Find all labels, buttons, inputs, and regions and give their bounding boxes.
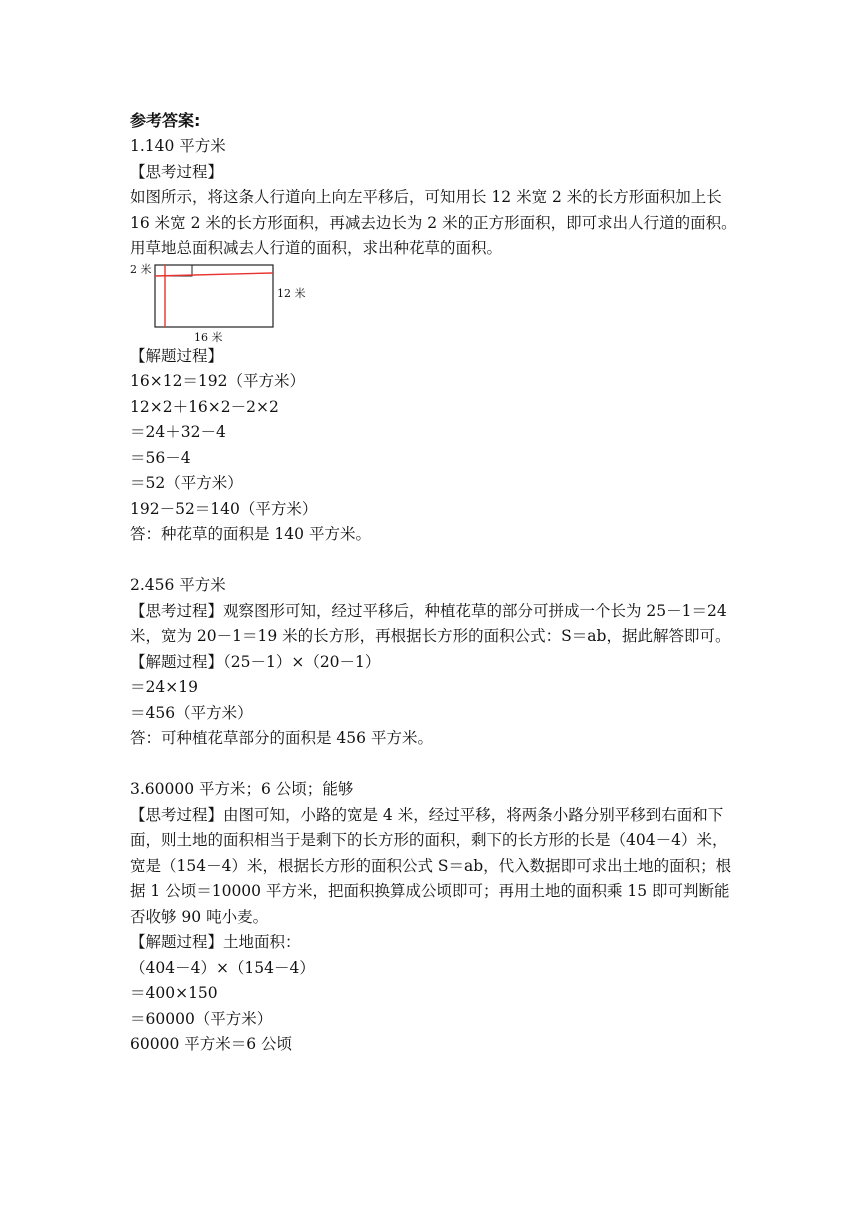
q1-step: ＝52（平方米）: [130, 474, 243, 492]
q2-step: ＝456（平方米）: [130, 703, 253, 722]
q1-step: ＝24＋32－4: [130, 423, 226, 441]
q1-think-label: 【思考过程】: [130, 162, 224, 181]
horizontal-path-line: [155, 273, 273, 276]
figure-label-length: 16 米: [194, 330, 223, 344]
figure-label-width: 2 米: [130, 262, 152, 276]
q3-step: ＝60000（平方米）: [130, 1009, 273, 1028]
q1-step: 12×2＋16×2－2×2: [130, 397, 279, 416]
q2-final-answer: 答：可种植花草部分的面积是 456 平方米。: [130, 729, 433, 747]
q1-think-text: 如图所示，将这条人行道向上向左平移后，可知用长 12 米宽 2 米的长方形面积加上长 16 米宽 2 米的长方形面积，再减去边长为 2 米的正方形面积，即可求出人行道的面积。用草地总面积减去人行道的面积，求出种花草的面积。: [130, 188, 737, 257]
answers-heading: 参考答案:: [130, 111, 201, 130]
q2-think-text: 【思考过程】观察图形可知，经过平移后，种植花草的部分可拼成一个长为 25－1＝24 米，宽为 20－1＝19 米的长方形，再根据长方形的面积公式：S＝ab，据此解答即可。: [130, 601, 731, 645]
q1-final-answer: 答：种花草的面积是 140 平方米。: [130, 525, 371, 543]
q1-step: 192－52＝140（平方米）: [130, 499, 318, 518]
q3-think-text: 【思考过程】由图可知，小路的宽是 4 米，经过平移，将两条小路分别平移到右面和下面，则土地的面积相当于是剩下的长方形的面积，剩下的长方形的长是（404－4）米，宽是（154－4）米，根据长方形的面积公式 S＝ab，代入数据即可求出土地的面积；根据 1 公顷＝10000 平方米，把面积换算成公顷即可；再用土地的面积乘 15 即可判断能否收够 90 吨小麦。: [130, 805, 732, 926]
q3-answer: 3.60000 平方米；6 公顷；能够: [130, 780, 354, 798]
q3-step: （404－4）×（154－4）: [130, 958, 315, 977]
spacer: [130, 548, 740, 574]
figure-label-height: 12 米: [277, 286, 306, 300]
q3-solve-first: 【解题过程】土地面积：: [130, 933, 301, 951]
answer-content: [130, 108, 740, 1058]
q2-answer: 2.456 平方米: [130, 576, 226, 594]
q1-answer: 1.140 平方米: [130, 137, 226, 155]
q2-solve-first: 【解题过程】（25－1）×（20－1）: [130, 652, 381, 671]
q1-solve-label: 【解题过程】: [130, 346, 224, 365]
q3-step: 60000 平方米＝6 公顷: [130, 1035, 293, 1053]
sidewalk-diagram: [130, 264, 330, 346]
q1-step: 16×12＝192（平方米）: [130, 372, 306, 390]
q3-step: ＝400×150: [130, 984, 218, 1002]
spacer: [130, 752, 740, 778]
top-left-box: [155, 265, 192, 276]
q1-sidewalk-figure: [130, 264, 330, 346]
q1-step: ＝56－4: [130, 448, 191, 467]
q2-step: ＝24×19: [130, 678, 198, 696]
